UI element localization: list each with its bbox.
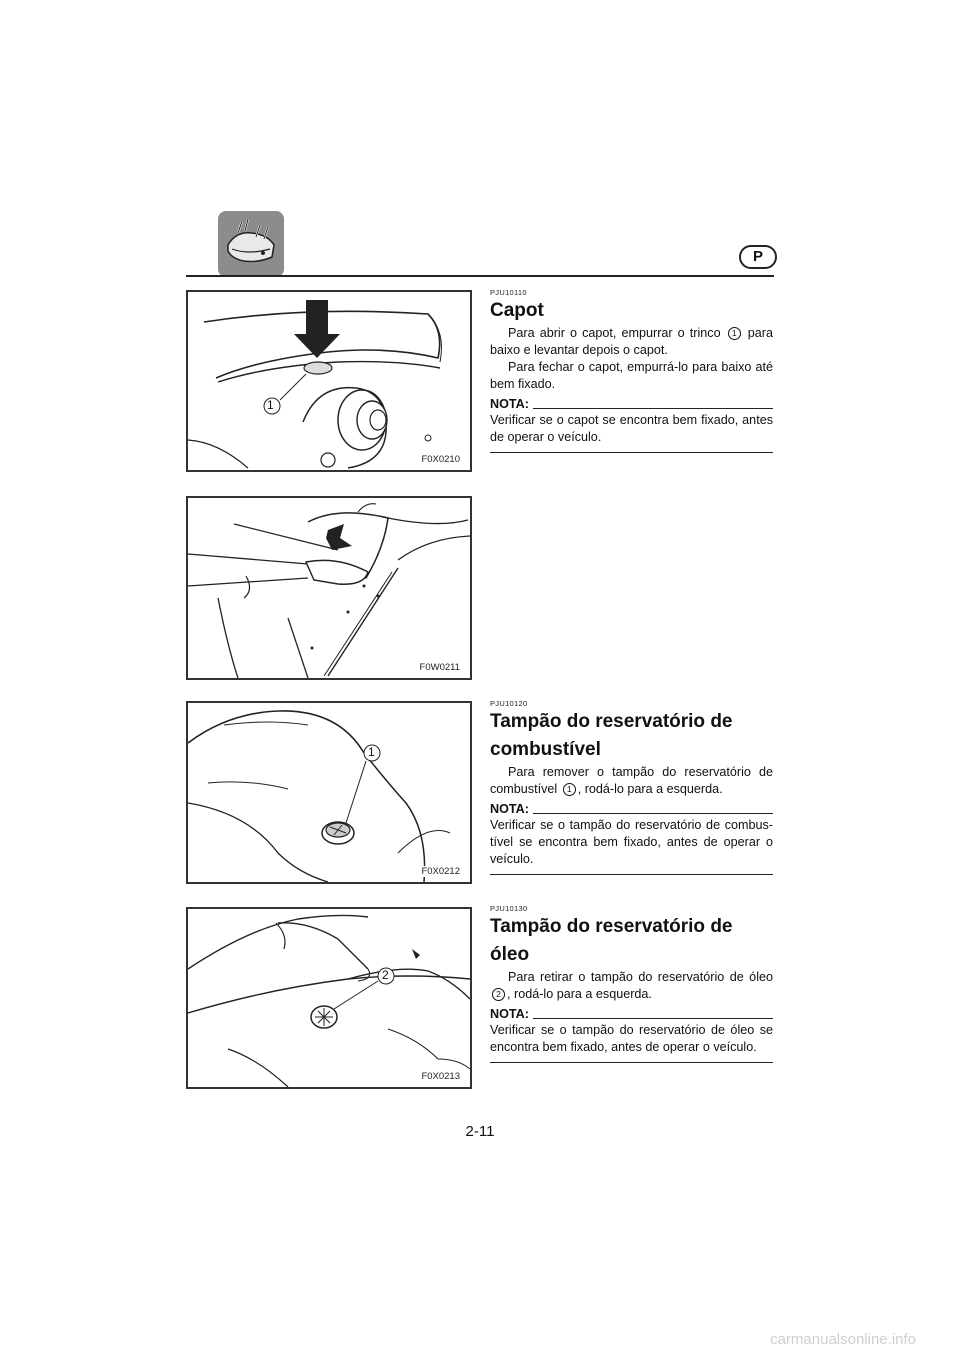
section-code: PJU10120 bbox=[490, 699, 528, 708]
figure-label: F0W0211 bbox=[419, 662, 460, 673]
section-capot bbox=[490, 288, 773, 453]
paragraph-remove: Para retirar o tampão do reservatório de óleo 2 , rodá-lo para a esquerda. bbox=[490, 969, 773, 1003]
figure-oil-cap bbox=[186, 907, 472, 1089]
note-text: Verificar se o tampão do reservatório de óleo se encontra bem fixado, antes de operar o veículo. bbox=[490, 1023, 773, 1054]
note-end-rule bbox=[490, 874, 773, 875]
note-end-rule bbox=[490, 1062, 773, 1063]
callout-number: 2 bbox=[382, 968, 389, 982]
figure-hood-close bbox=[186, 496, 472, 680]
note-end-rule bbox=[490, 452, 773, 453]
paragraph-close: Para fechar o capot, empurrá-lo para baixo até bem fixado. bbox=[490, 360, 773, 391]
language-badge: P bbox=[739, 245, 777, 269]
figure-hood-latch bbox=[186, 290, 472, 472]
note-text: Verificar se o capot se encontra bem fixado, antes de operar o veículo. bbox=[490, 413, 773, 444]
ref-number: 1 bbox=[728, 327, 741, 340]
ref-number: 2 bbox=[492, 988, 505, 1001]
section-fuel-cap bbox=[490, 699, 773, 875]
note-header: NOTA: bbox=[490, 1006, 773, 1022]
figure-label: F0X0210 bbox=[421, 454, 460, 465]
figure-label: F0X0212 bbox=[421, 866, 460, 877]
callout-number: 1 bbox=[267, 398, 274, 412]
note-header: NOTA: bbox=[490, 801, 773, 817]
paragraph-open: Para abrir o capot, empurrar o trinco 1 para baixo e levantar depois o capot. bbox=[490, 326, 774, 357]
note-header: NOTA: bbox=[490, 396, 773, 412]
section-title: Capot bbox=[490, 300, 544, 321]
section-oil-cap bbox=[490, 904, 773, 1063]
figure-label: F0X0213 bbox=[421, 1071, 460, 1082]
ref-number: 1 bbox=[563, 783, 576, 796]
note-text: Verificar se o tampão do reservatório de combus-tível se encontra bem fixado, antes de operar o veículo. bbox=[490, 818, 773, 866]
callout-number: 1 bbox=[368, 745, 375, 759]
section-code: PJU10130 bbox=[490, 904, 528, 913]
section-title: Tampão do reservatório de combustível bbox=[490, 711, 733, 760]
header-rule bbox=[186, 275, 774, 277]
figure-fuel-cap bbox=[186, 701, 472, 884]
paragraph-remove: Para remover o tampão do reservatório de combustível 1 , rodá-lo para a esquerda. bbox=[490, 765, 773, 796]
section-code: PJU10110 bbox=[490, 288, 527, 297]
page-number: 2-11 bbox=[465, 1123, 495, 1140]
watercraft-icon bbox=[218, 211, 284, 277]
section-title: Tampão do reservatório de óleo bbox=[490, 916, 733, 965]
footer-watermark: carmanualsonline.info bbox=[770, 1331, 916, 1348]
